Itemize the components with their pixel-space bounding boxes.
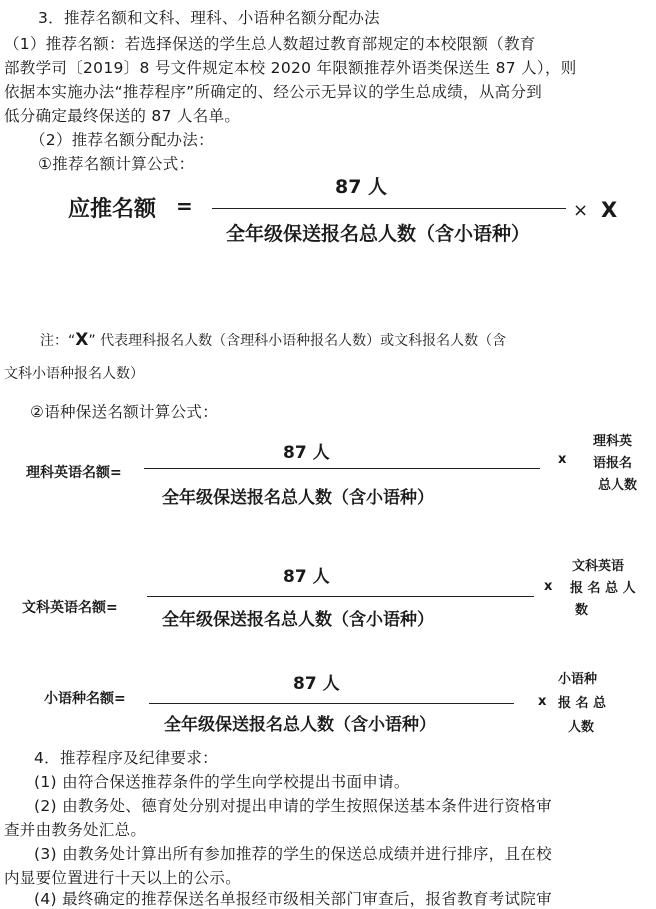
formula-rhs-line-3: 数: [575, 603, 589, 618]
section-4-item-1: (1) 由符合保送推荐条件的学生向学校提出书面申请。: [34, 773, 410, 791]
section-4-item-2-cont: 查并由教务处汇总。: [4, 821, 147, 839]
formula-equals: =: [176, 194, 193, 218]
formula-numerator: 87 人: [283, 443, 330, 463]
formula-denominator: 全年级保送报名总人数（含小语种）: [162, 610, 434, 630]
formula-fraction-bar: [149, 703, 514, 704]
formula-numerator: 87 人: [293, 674, 340, 694]
section-4-item-2: (2) 由教务处、德育处分别对提出申请的学生按照保送基本条件进行资格审: [34, 797, 552, 815]
formula-fraction-bar: [144, 468, 540, 469]
formula-times-sign: ×: [573, 200, 589, 221]
note-line-2: 文科小语种报名人数）: [4, 366, 144, 382]
formula-rhs-line-2: 语报名: [593, 456, 633, 471]
formula-numerator: 87 人: [283, 567, 330, 587]
section-4-heading: 4．推荐程序及纪律要求：: [34, 749, 218, 767]
formula-fraction-bar: [147, 596, 534, 597]
note-variable: X: [75, 330, 89, 350]
section-3-heading: 3．推荐名额和文科、理科、小语种名额分配办法: [38, 9, 380, 27]
item-1-line-4: 低分确定最终保送的 87 人名单。: [4, 107, 241, 125]
formula-rhs-line-1: 文科英语: [572, 559, 625, 574]
formula-rhs-line-1: 小语种: [558, 672, 598, 687]
formula-rhs-line-2: 报 名 总 人: [570, 581, 636, 596]
formula-rhs-line-2: 报 名 总: [558, 696, 607, 711]
formula-rhs-line-3: 总人数: [598, 478, 638, 493]
note-prefix: 注：“: [40, 333, 76, 349]
formula-times-sign: x: [544, 579, 553, 594]
formula-times-sign: x: [538, 694, 547, 709]
formula-lhs: 理科英语名额=: [26, 465, 122, 481]
item-1-line-1: （1）推荐名额：若选择保送的学生总人数超过教育部规定的本校限额（教育: [4, 35, 536, 53]
formula-fraction-bar: [212, 208, 566, 209]
formula-1-caption: ①推荐名额计算公式：: [38, 155, 195, 173]
formula-lhs: 文科英语名额=: [22, 600, 118, 616]
formula-numerator: 87 人: [335, 176, 388, 198]
formula-denominator: 全年级保送报名总人数（含小语种）: [162, 488, 434, 508]
formula-2-caption: ②语种保送名额计算公式：: [30, 403, 218, 421]
item-1-line-3: 依据本实施办法“推荐程序”所确定的、经公示无异议的学生总成绩，从高分到: [4, 83, 543, 101]
item-2-heading: （2）推荐名额分配办法：: [30, 131, 214, 149]
note-line-1: [40, 330, 506, 350]
formula-denominator: 全年级保送报名总人数（含小语种）: [164, 715, 436, 735]
item-1-line-2: 部教学司〔2019〕8 号文件规定本校 2020 年限额推荐外语类保送生 87 人），则: [4, 59, 577, 77]
formula-lhs: 应推名额: [68, 197, 157, 222]
formula-rhs-line-1: 理科英: [593, 434, 633, 449]
formula-times-sign: x: [558, 452, 567, 467]
formula-variable-x: X: [601, 198, 618, 222]
section-4-item-4: (4) 最终确定的推荐保送名单报经市级相关部门审查后，报省教育考试院审: [34, 890, 552, 908]
section-4-item-3: (3) 由教务处计算出所有参加推荐的学生的保送总成绩并进行排序，且在校: [34, 845, 552, 863]
formula-lhs: 小语种名额=: [44, 691, 126, 707]
section-4-item-3-cont: 内显要位置进行十天以上的公示。: [4, 869, 242, 887]
formula-denominator: 全年级保送报名总人数（含小语种）: [226, 223, 531, 245]
formula-rhs-line-3: 人数: [568, 720, 595, 735]
note-text: ” 代表理科报名人数（含理科小语种报名人数）或文科报名人数（含: [88, 333, 507, 349]
